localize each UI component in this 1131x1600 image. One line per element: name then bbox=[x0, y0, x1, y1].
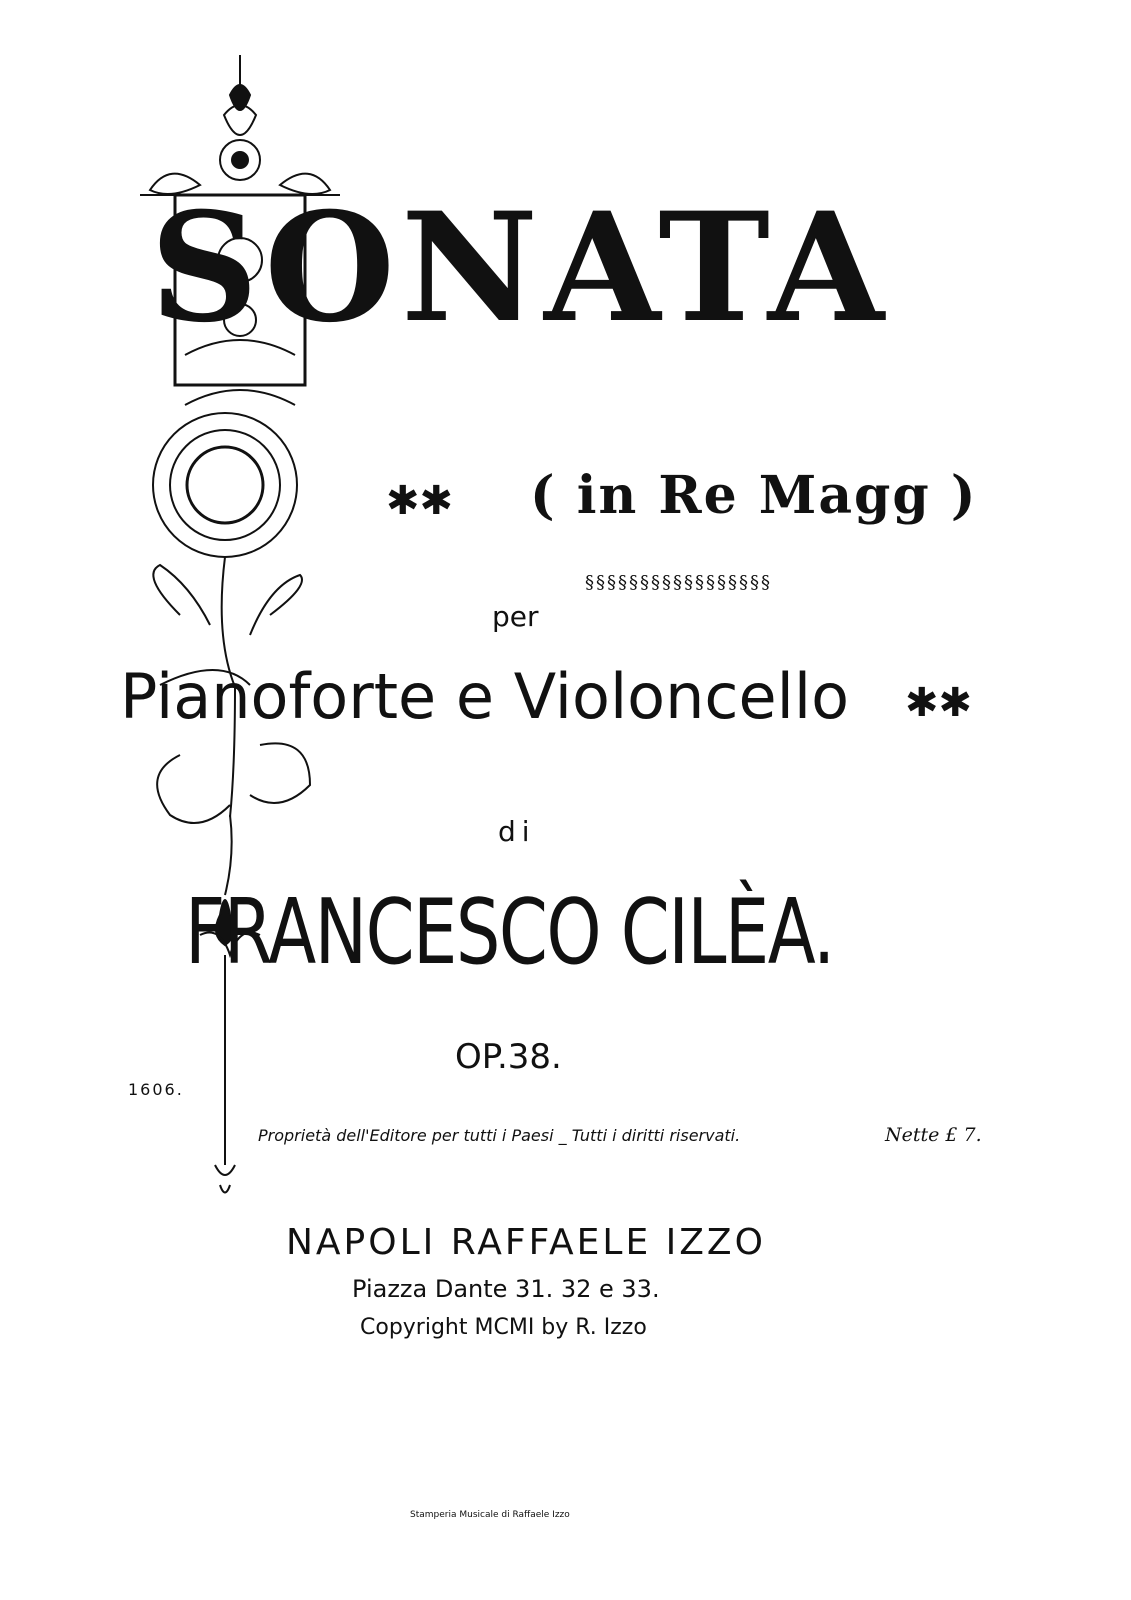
price: Nette £ 7. bbox=[885, 1124, 982, 1146]
di-text: di bbox=[498, 815, 536, 848]
publisher-address: Piazza Dante 31. 32 e 33. bbox=[352, 1275, 660, 1303]
title: SONATA bbox=[150, 180, 891, 356]
per-text: per bbox=[492, 600, 539, 633]
opus-number: OP.38. bbox=[455, 1037, 562, 1077]
composer: FRANCESCO CILÈA. bbox=[185, 880, 834, 985]
key-signature: ( in Re Magg ) bbox=[530, 465, 978, 526]
copyright-line: Copyright MCMI by R. Izzo bbox=[360, 1315, 647, 1340]
printer-note: Stamperia Musicale di Raffaele Izzo bbox=[410, 1510, 570, 1520]
publisher: NAPOLI RAFFAELE IZZO bbox=[286, 1222, 766, 1263]
plate-number: 1606. bbox=[128, 1080, 184, 1099]
rosette-icon-left: ✱✱ bbox=[386, 478, 454, 524]
rights-notice: Proprietà dell'Editore per tutti i Paesi _ Tutti i diritti riservati. bbox=[258, 1126, 741, 1145]
instruments: Pianoforte e Violoncello bbox=[120, 660, 850, 733]
rosette-icon-right: ✱✱ bbox=[905, 680, 973, 726]
decorative-rule: §§§§§§§§§§§§§§§§§ bbox=[585, 572, 772, 593]
